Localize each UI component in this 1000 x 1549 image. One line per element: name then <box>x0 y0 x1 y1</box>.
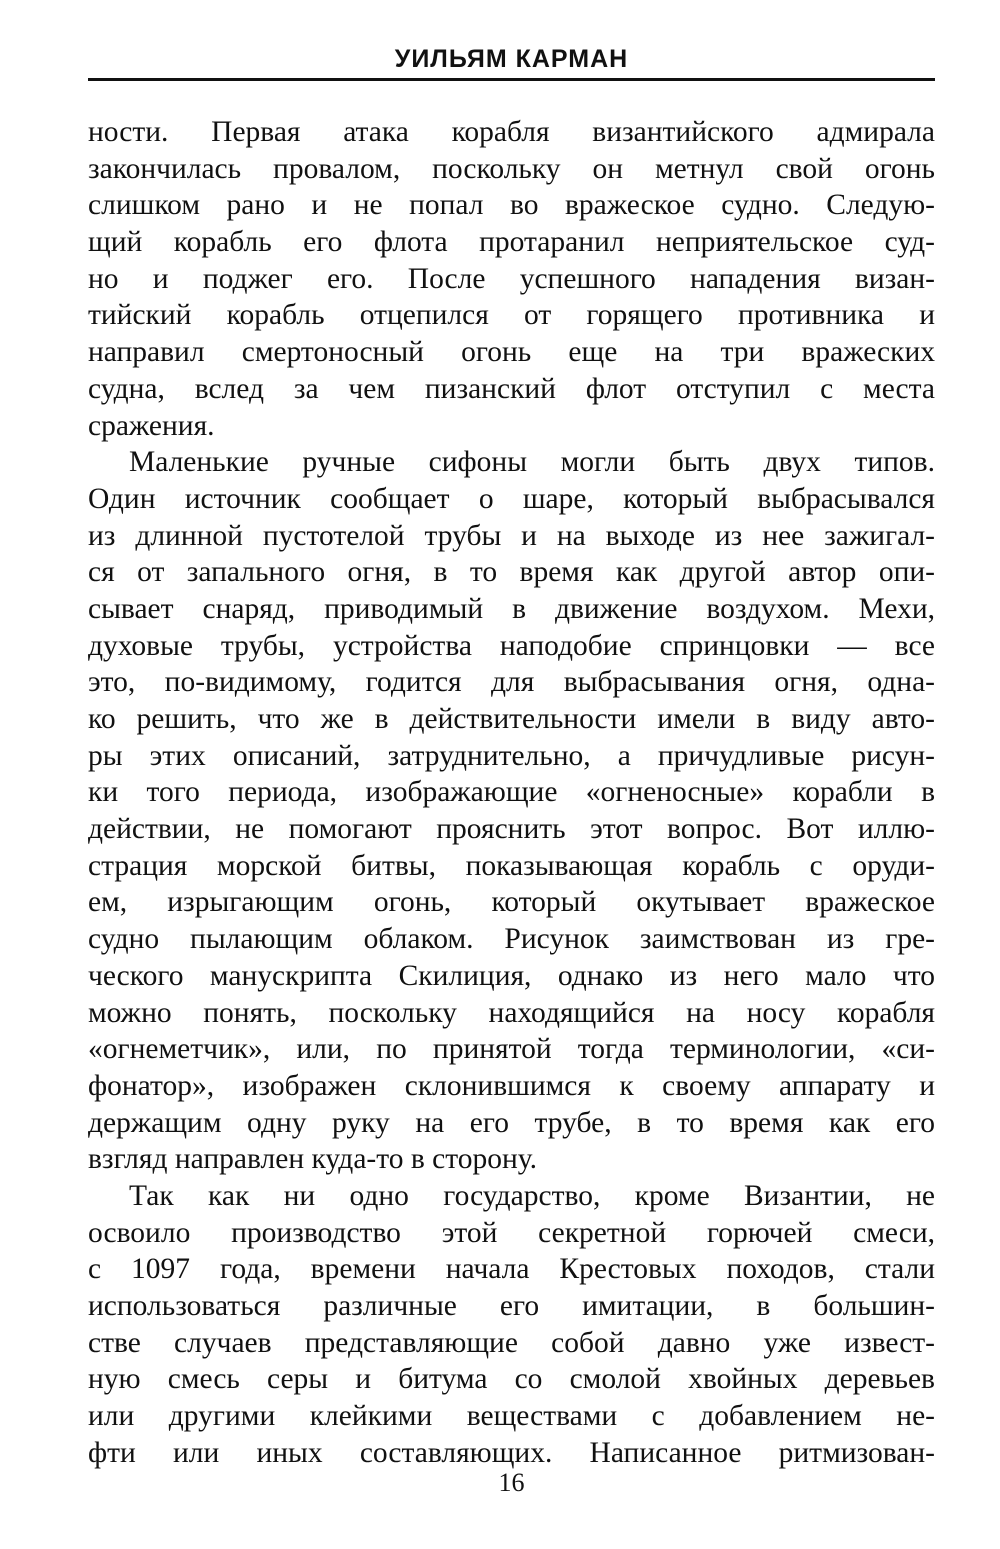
text-line: закончилась провалом, поскольку он метнул свой огонь <box>88 152 935 185</box>
text-line: Маленькие ручные сифоны могли быть двух типов. <box>129 446 935 479</box>
text-line: тийский корабль отцепился от горящего противника и <box>88 299 935 332</box>
text-line: духовые трубы, устройства наподобие спринцовки — все <box>88 629 935 662</box>
text-line: из длинной пустотелой трубы и на выходе из нее зажигал- <box>88 519 935 552</box>
text-line: ры этих описаний, затруднительно, а причудливые рисун- <box>88 739 935 772</box>
text-line: слишком рано и не попал во вражеское судно. Следую- <box>88 189 935 222</box>
text-line: Так как ни одно государство, кроме Византии, не <box>129 1179 935 1212</box>
text-line: держащим одну руку на его трубе, в то время как его <box>88 1106 935 1139</box>
text-line: можно понять, поскольку находящийся на носу корабля <box>88 996 935 1029</box>
text-line: или другими клейкими веществами с добавлением не- <box>88 1400 935 1433</box>
text-line: Один источник сообщает о шаре, который выбрасывался <box>88 482 935 515</box>
text-line: направил смертоносный огонь еще на три вражеских <box>88 336 935 369</box>
text-line: ся от запального огня, в то время как другой автор опи- <box>88 556 935 589</box>
text-line: но и поджег его. После успешного нападения визан- <box>88 262 935 295</box>
header-rule <box>88 78 935 81</box>
text-line: судно пылающим облаком. Рисунок заимствован из гре- <box>88 923 935 956</box>
running-head: УИЛЬЯМ КАРМАН <box>394 45 629 73</box>
text-line: стве случаев представляющие собой давно уже извест- <box>88 1326 935 1359</box>
text-line: это, по-видимому, годится для выбрасывания огня, одна- <box>88 666 935 699</box>
body-text <box>88 114 935 1471</box>
text-line: судна, вслед за чем пизанский флот отступил с места <box>88 372 935 405</box>
text-line: сражения. <box>88 409 215 442</box>
text-line: фонатор», изображен склонившимся к своему аппарату и <box>88 1069 935 1102</box>
text-line: с 1097 года, времени начала Крестовых походов, стали <box>88 1253 935 1286</box>
text-line: ческого манускрипта Скилиция, однако из него мало что <box>88 959 935 992</box>
text-line: «огнеметчик», или, по принятой тогда терминологии, «си- <box>88 1033 935 1066</box>
text-line: сывает снаряд, приводимый в движение воздухом. Мехи, <box>88 592 935 625</box>
page-number: 16 <box>498 1468 525 1497</box>
text-line: ности. Первая атака корабля византийского адмирала <box>88 116 935 148</box>
text-line: действии, не помогают прояснить этот вопрос. Вот иллю- <box>88 813 935 846</box>
text-line: освоило производство этой секретной горючей смеси, <box>88 1216 935 1249</box>
text-line: ем, изрыгающим огонь, который окутывает вражеское <box>88 886 935 919</box>
text-line: страция морской битвы, показывающая корабль с оруди- <box>88 849 935 882</box>
text-line: щий корабль его флота протаранил неприятельское суд- <box>88 226 935 259</box>
text-line: ную смесь серы и битума со смолой хвойных деревьев <box>88 1363 935 1396</box>
text-line: ко решить, что же в действительности имели в виду авто- <box>88 703 935 735</box>
text-line: фти или иных составляющих. Написанное ритмизован- <box>88 1436 935 1469</box>
text-line: использоваться различные его имитации, в большин- <box>88 1290 935 1322</box>
text-line: ки того периода, изображающие «огненосные» корабли в <box>88 776 935 809</box>
text-line: взгляд направлен куда-то в сторону. <box>88 1143 537 1176</box>
